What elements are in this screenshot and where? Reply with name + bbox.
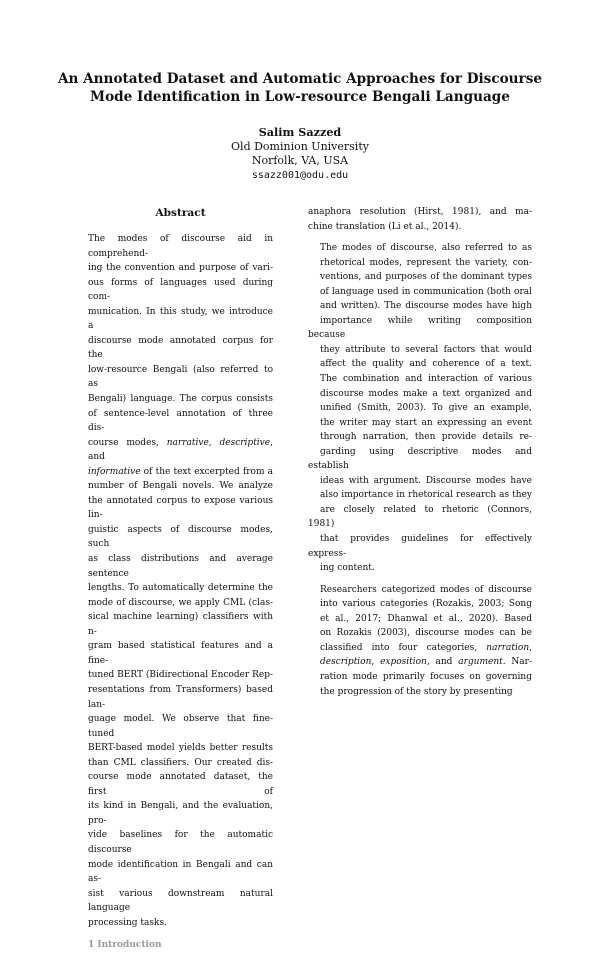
text-line: rhetorical modes, represent the variety, con-: [320, 257, 532, 268]
section-heading-introduction: 1 Introduction: [88, 940, 162, 951]
author-block: [150, 125, 450, 183]
text-line: through narration, then provide details re-: [320, 432, 532, 443]
text-line: The combination and interaction of various: [320, 374, 532, 385]
abstract-line: processing tasks.: [88, 917, 167, 928]
text-line: The modes of discourse, also referred to as: [320, 243, 532, 254]
author-email[interactable]: ssazz001@odu.edu: [251, 169, 349, 181]
abstract-line: course mode annotated dataset, the first of: [88, 772, 273, 797]
abstract-line: tuned BERT (Bidirectional Encoder Rep-: [88, 670, 273, 681]
text-line: they attribute to several factors that would: [320, 344, 532, 355]
abstract-line: guistic aspects of discourse modes, such: [88, 524, 273, 550]
right-paragraph-1: [308, 205, 532, 234]
abstract-line: ous forms of languages used during com-: [88, 277, 273, 303]
abstract-line: low-resource Bengali (also referred to as: [88, 364, 273, 390]
text-line: that provides guidelines for effectively express-: [308, 534, 532, 559]
text-line: et al., 2017; Dhanwal et al., 2020). Based: [320, 613, 532, 624]
right-paragraph-3: [308, 583, 532, 699]
text-line: on Rozakis (2003), discourse modes can be: [320, 628, 532, 639]
abstract-line: informative of the text excerpted from a: [88, 466, 273, 477]
abstract-line: its kind in Bengali, and the evaluation, pro-: [88, 801, 273, 826]
title-line-1: An Annotated Dataset and Automatic Approaches for Discourse: [57, 71, 543, 87]
title-line-2: Mode Identification in Low-resource Bengali Language: [90, 89, 510, 105]
text-line: discourse modes make a text organized and: [320, 388, 532, 399]
right-paragraph-2: [308, 241, 532, 576]
author-name: Salim Sazzed: [258, 125, 342, 139]
text-line: the progression of the story by presenting: [320, 686, 513, 697]
abstract-line: The modes of discourse aid in comprehend-: [88, 234, 273, 259]
abstract-line: munication. In this study, we introduce a: [88, 306, 273, 332]
right-column: [308, 205, 532, 706]
paper-title: [40, 70, 560, 106]
text-line: description, exposition, and argument. Nar-: [320, 657, 532, 668]
text-line: garding using descriptive modes and establish: [308, 446, 532, 472]
abstract-line: vide baselines for the automatic discourse: [88, 830, 273, 855]
abstract-line: sical machine learning) classifiers with n-: [88, 612, 273, 637]
abstract-line: mode of discourse, we apply CML (clas-: [88, 597, 273, 608]
text-line: ration mode primarily focuses on governing: [320, 671, 532, 682]
text-line: ing content.: [320, 563, 375, 574]
author-affiliation: Old Dominion University: [231, 139, 369, 153]
abstract-line: guage model. We observe that fine-tuned: [88, 714, 273, 739]
abstract-line: than CML classifiers. Our created dis-: [88, 757, 273, 768]
text-line: the writer may start an expressing an event: [320, 417, 532, 428]
text-line: unified (Smith, 2003). To give an example,: [320, 403, 532, 414]
text-line: are closely related to rhetoric (Connors, 1981): [308, 504, 532, 530]
abstract-line: number of Bengali novels. We analyze: [88, 481, 273, 492]
abstract-line: the annotated corpus to expose various lin-: [88, 495, 273, 521]
text-line: of language used in communication (both oral: [320, 286, 532, 297]
abstract-heading: Abstract: [155, 207, 206, 219]
abstract-body: [88, 232, 273, 953]
text-line: importance while writing composition because: [308, 315, 532, 341]
text-line: chine translation (Li et al., 2014).: [308, 221, 462, 232]
abstract-line: of sentence-level annotation of three dis-: [88, 408, 273, 434]
abstract-line: as class distributions and average sentence: [88, 554, 273, 579]
text-line: also importance in rhetorical research as they: [320, 490, 532, 501]
text-line: ventions, and purposes of the dominant types: [320, 272, 532, 283]
abstract-line: ing the convention and purpose of vari-: [88, 263, 273, 274]
abstract-line: lengths. To automatically determine the: [88, 583, 273, 594]
abstract-line: sist various downstream natural language: [88, 888, 273, 914]
text-line: anaphora resolution (Hirst, 1981), and ma-: [308, 207, 532, 217]
text-line: into various categories (Rozakis, 2003; Song: [320, 599, 532, 610]
abstract-line: mode identification in Bengali and can as-: [88, 859, 273, 885]
abstract-line: resentations from Transformers) based lan-: [88, 684, 273, 710]
abstract-line: discourse mode annotated corpus for the: [88, 335, 273, 361]
abstract-line: BERT-based model yields better results: [88, 743, 273, 754]
text-line: classified into four categories, narration,: [320, 642, 532, 653]
text-line: and written). The discourse modes have high: [320, 301, 532, 312]
abstract-line: course modes, narrative, descriptive, and: [88, 437, 273, 463]
text-line: affect the quality and coherence of a text.: [320, 359, 532, 370]
text-line: Researchers categorized modes of discourse: [320, 584, 532, 595]
author-location: Norfolk, VA, USA: [251, 154, 349, 168]
abstract-line: Bengali) language. The corpus consists: [88, 394, 273, 405]
abstract-line: gram based statistical features and a fine-: [88, 641, 273, 666]
text-line: ideas with argument. Discourse modes have: [320, 475, 532, 486]
